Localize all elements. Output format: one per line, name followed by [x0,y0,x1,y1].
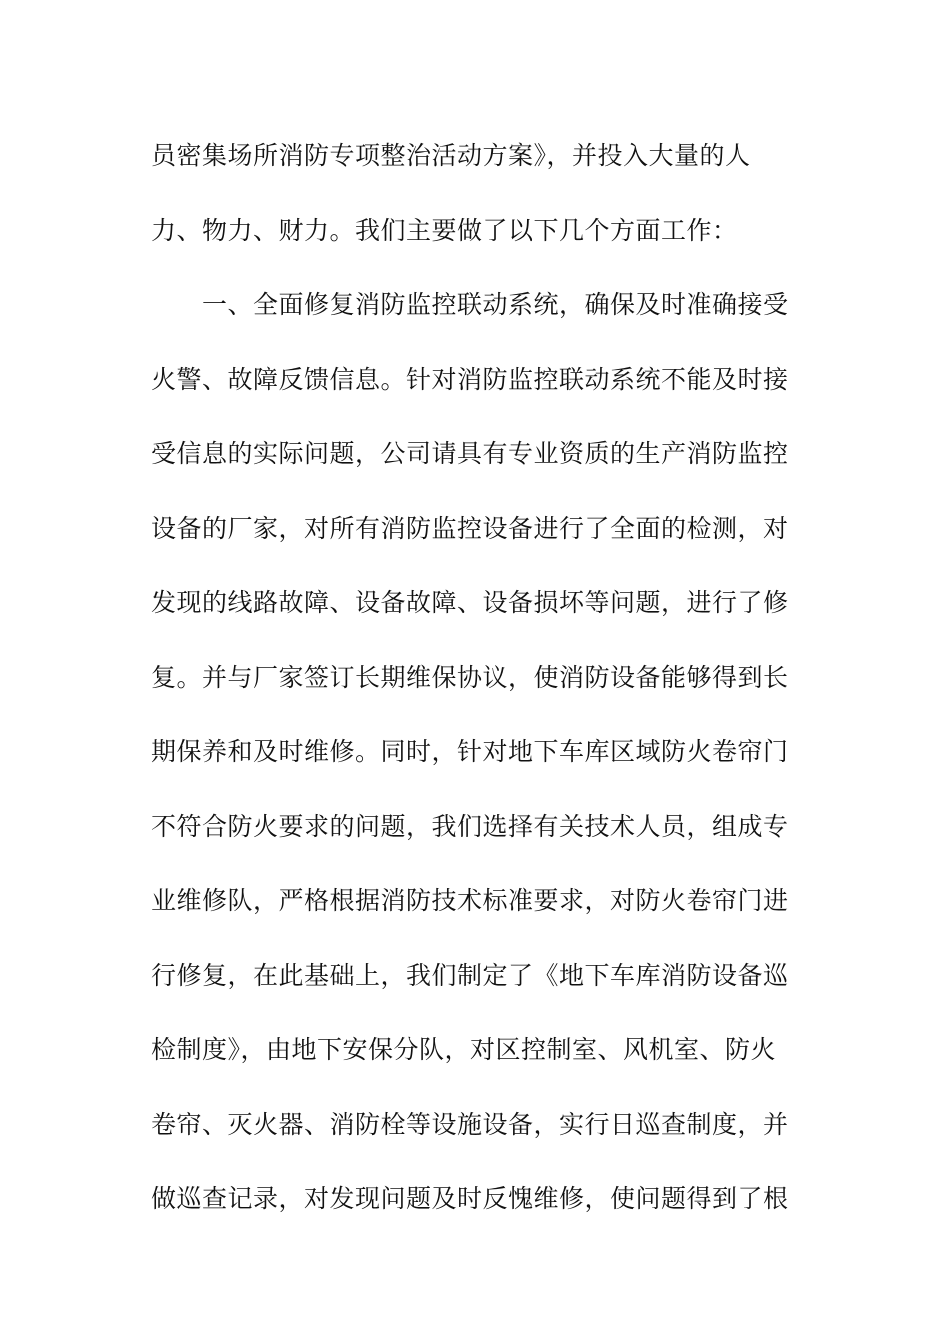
text-line: 业维修队，严格根据消防技术标准要求，对防火卷帘门进 [151,886,789,915]
text-line: 不符合防火要求的问题，我们选择有关技术人员，组成专 [151,811,789,841]
text-line: 行修复，在此基础上，我们制定了《地下车库消防设备巡 [151,960,789,990]
text-line: 一、全面修复消防监控联动系统，确保及时准确接受 [151,290,789,319]
text-line: 火警、故障反馈信息。针对消防监控联动系统不能及时接 [151,364,789,394]
text-line: 卷帘、灭火器、消防栓等设施设备，实行日巡查制度，并 [151,1109,789,1139]
body-text [151,133,811,1251]
text-line: 复。并与厂家签订长期维保协议，使消防设备能够得到长 [151,662,789,692]
text-line: 设备的厂家，对所有消防监控设备进行了全面的检测，对 [151,513,789,543]
text-line: 检制度》，由地下安保分队，对区控制室、风机室、防火 [151,1035,777,1064]
text-line: 员密集场所消防专项整治活动方案》，并投入大量的人 [151,141,751,170]
text-line: 力、物力、财力。我们主要做了以下几个方面工作： [151,215,738,245]
text-line: 受信息的实际问题，公司请具有专业资质的生产消防监控 [151,439,789,468]
text-line: 做巡查记录，对发现问题及时反愧维修，使问题得到了根 [151,1184,789,1213]
text-line: 期保养和及时维修。同时，针对地下车库区域防火卷帘门 [151,737,789,766]
text-line: 发现的线路故障、设备故障、设备损坏等问题，进行了修 [151,588,789,617]
